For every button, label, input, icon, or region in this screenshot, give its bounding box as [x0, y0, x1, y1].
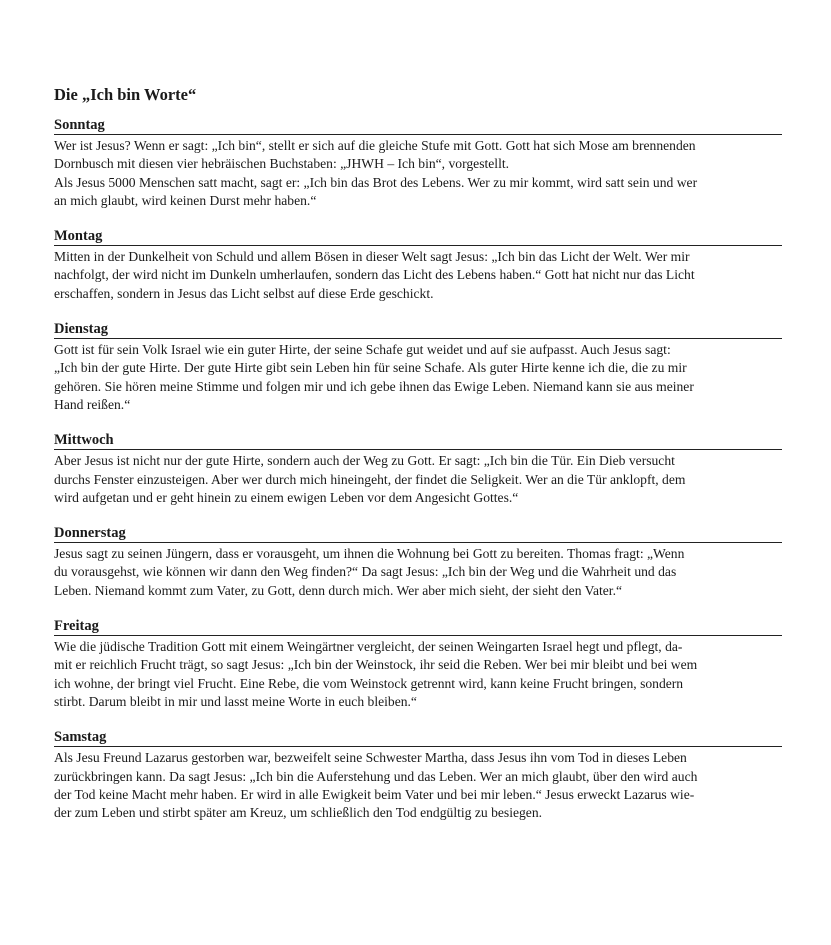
section-dienstag — [54, 320, 782, 414]
text-line: durchs Fenster einzusteigen. Aber wer durch mich hineingeht, der findet die Seligkeit. Wer an die Tür anklopft, dem — [54, 471, 686, 487]
text-line: Leben. Niemand kommt zum Vater, zu Gott, denn durch mich. Wer aber mich sieht, der sieht den Vater.“ — [54, 582, 623, 598]
text-line: Gott ist für sein Volk Israel wie ein guter Hirte, der seine Schafe gut weidet und auf sie aufpasst. Auch Jesus sagt: — [54, 342, 671, 358]
text-line: der zum Leben und stirbt später am Kreuz, um schließlich den Tod endgültig zu besiegen. — [54, 805, 543, 821]
day-text — [54, 452, 782, 507]
day-heading: Montag — [54, 227, 782, 246]
text-line: Jesus sagt zu seinen Jüngern, dass er vorausgeht, um ihnen die Wohnung bei Gott zu bereiten. Thomas fragt: „Wenn — [54, 546, 685, 562]
text-line: Als Jesus 5000 Menschen satt macht, sagt er: „Ich bin das Brot des Lebens. Wer zu mir kommt, wird satt sein und wer — [54, 174, 698, 190]
text-line: gehören. Sie hören meine Stimme und folgen mir und ich gebe ihnen das Ewige Leben. Niemand kann sie aus meiner — [54, 378, 694, 394]
text-line: Aber Jesus ist nicht nur der gute Hirte, sondern auch der Weg zu Gott. Er sagt: „Ich bin die Tür. Ein Dieb versucht — [54, 453, 675, 469]
day-heading: Samstag — [54, 728, 782, 747]
day-text — [54, 137, 782, 210]
day-heading: Sonntag — [54, 116, 782, 135]
text-line: zurückbringen kann. Da sagt Jesus: „Ich bin die Auferstehung und das Leben. Wer an mich glaubt, über den wird auch — [54, 768, 698, 784]
text-line: ich wohne, der bringt viel Frucht. Eine Rebe, die vom Weinstock getrennt wird, kann keine Frucht bringen, sondern — [54, 675, 684, 691]
day-text — [54, 749, 782, 822]
day-heading: Freitag — [54, 617, 782, 636]
text-line: du vorausgehst, wie können wir dann den Weg finden?“ Da sagt Jesus: „Ich bin der Weg und die Wahrheit und das — [54, 564, 677, 580]
section-freitag — [54, 617, 782, 711]
text-line: stirbt. Darum bleibt in mir und lasst meine Worte in euch bleiben.“ — [54, 693, 417, 709]
text-line: Hand reißen.“ — [54, 396, 131, 412]
text-line: „Ich bin der gute Hirte. Der gute Hirte gibt sein Leben hin für seine Schafe. Als guter Hirte kenne ich die, die zu mir — [54, 360, 687, 376]
day-heading: Donnerstag — [54, 524, 782, 543]
text-line: Als Jesu Freund Lazarus gestorben war, bezweifelt seine Schwester Martha, dass Jesus ihn vom Tod in dieses Leben — [54, 750, 687, 766]
section-donnerstag — [54, 524, 782, 600]
text-line: Dornbusch mit diesen vier hebräischen Buchstaben: „JHWH – Ich bin“, vorgestellt. — [54, 156, 510, 172]
text-line: wird aufgetan und er geht hinein zu einem ewigen Leben vor dem Angesicht Gottes.“ — [54, 489, 519, 505]
text-line: mit er reichlich Frucht trägt, so sagt Jesus: „Ich bin der Weinstock, ihr seid die Reben. Wer bei mir bleibt und bei wem — [54, 657, 698, 673]
day-heading: Dienstag — [54, 320, 782, 339]
section-mittwoch — [54, 431, 782, 507]
day-text — [54, 341, 782, 414]
text-line: der Tod keine Macht mehr haben. Er wird in alle Ewigkeit beim Vater und bei mir leben.“ Jesus erweckt Lazarus wie- — [54, 786, 695, 802]
section-montag — [54, 227, 782, 303]
day-text — [54, 545, 782, 600]
text-line: Wer ist Jesus? Wenn er sagt: „Ich bin“, stellt er sich auf die gleiche Stufe mit Gott. Gott hat sich Mose am brennenden — [54, 138, 696, 153]
text-line: Mitten in der Dunkelheit von Schuld und allem Bösen in dieser Welt sagt Jesus: „Ich bin das Licht der Welt. Wer mir — [54, 249, 690, 265]
day-text — [54, 638, 782, 711]
text-line: Wie die jüdische Tradition Gott mit einem Weingärtner vergleicht, der seinen Weingarten Israel hegt und pflegt, da- — [54, 639, 683, 655]
section-sonntag — [54, 116, 782, 210]
document-title: Die „Ich bin Worte“ — [54, 85, 197, 104]
day-heading: Mittwoch — [54, 431, 782, 450]
document-page — [54, 84, 782, 839]
day-text — [54, 248, 782, 303]
section-samstag — [54, 728, 782, 822]
text-line: erschaffen, sondern in Jesus das Licht selbst auf diese Erde geschickt. — [54, 285, 434, 301]
text-line: an mich glaubt, wird keinen Durst mehr haben.“ — [54, 192, 317, 208]
text-line: nachfolgt, der wird nicht im Dunkeln umherlaufen, sondern das Licht des Lebens haben.“ Gott hat nicht nur das Licht — [54, 267, 695, 283]
